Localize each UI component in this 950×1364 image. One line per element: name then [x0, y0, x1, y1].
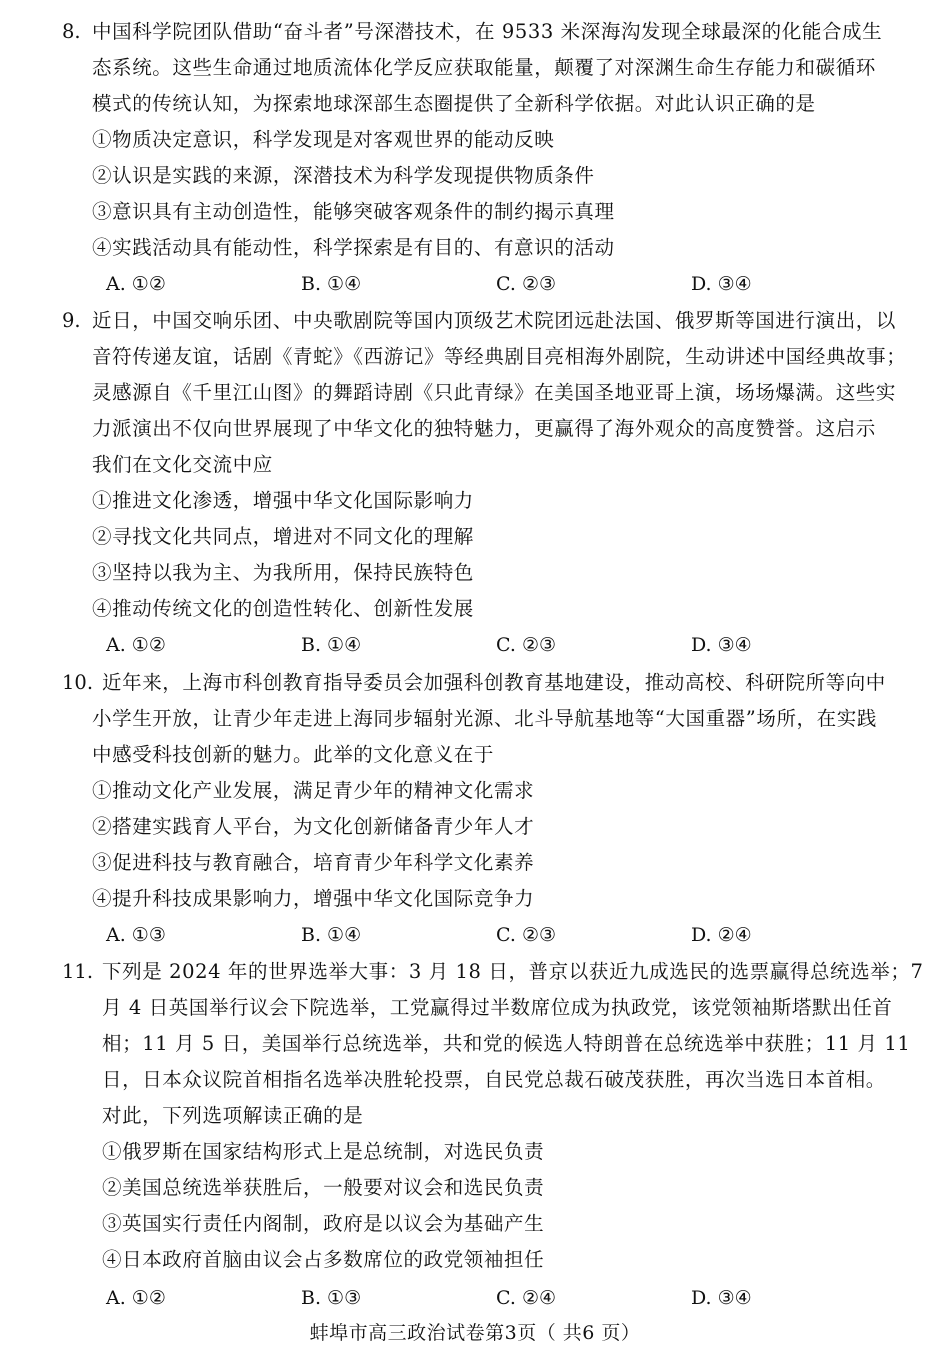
- question-stem-line: 中感受科技创新的魅力。此举的文化意义在于: [92, 743, 495, 766]
- question-stem-line: 音符传递友谊，话剧《青蛇》《西游记》等经典剧目亮相海外剧院，生动讲述中国经典故事；: [92, 345, 907, 368]
- option-d[interactable]: D. ③④: [691, 634, 752, 656]
- statement-2: ②搭建实践育人平台，为文化创新储备青少年人才: [92, 815, 535, 838]
- answer-options: [106, 633, 906, 657]
- question-stem-line: 日，日本众议院首相指名选举决胜轮投票，自民党总裁石破茂获胜，再次当选日本首相。: [102, 1068, 886, 1091]
- statement-3: ③坚持以我为主、为我所用，保持民族特色: [92, 561, 474, 584]
- question-stem-line: 下列是 2024 年的世界选举大事：3 月 18 日，普京以获近九成选民的选票赢得总统选举；7: [102, 960, 924, 983]
- option-c[interactable]: C. ②③: [496, 634, 557, 656]
- question-stem-line: 态系统。这些生命通过地质流体化学反应获取能量，颠覆了对深渊生命生存能力和碳循环: [92, 56, 876, 79]
- statement-2: ②美国总统选举获胜后，一般要对议会和选民负责: [102, 1176, 545, 1199]
- question-number: 11.: [62, 960, 94, 983]
- option-a[interactable]: A. ①②: [106, 634, 166, 656]
- question-number: 9.: [62, 309, 81, 332]
- option-a[interactable]: A. ①③: [106, 924, 166, 946]
- question-stem-line: 模式的传统认知，为探索地球深部生态圈提供了全新科学依据。对此认识正确的是: [92, 92, 816, 115]
- question-stem-line: 近年来，上海市科创教育指导委员会加强科创教育基地建设，推动高校、科研院所等向中: [102, 671, 886, 694]
- option-c[interactable]: C. ②③: [496, 924, 557, 946]
- statement-3: ③意识具有主动创造性，能够突破客观条件的制约揭示真理: [92, 200, 615, 223]
- question-stem-line: 相；11 月 5 日，美国举行总统选举，共和党的候选人特朗普在总统选举中获胜；11 月 11: [102, 1032, 911, 1055]
- option-a[interactable]: A. ①②: [106, 1287, 166, 1309]
- page-footer: 蚌埠市高三政治试卷第3页（ 共6 页）: [309, 1322, 641, 1344]
- question-stem-line: 力派演出不仅向世界展现了中华文化的独特魅力，更赢得了海外观众的高度赞誉。这启示: [92, 417, 876, 440]
- option-c[interactable]: C. ②③: [496, 273, 557, 295]
- statement-4: ④推动传统文化的创造性转化、创新性发展: [92, 597, 474, 620]
- option-d[interactable]: D. ③④: [691, 273, 752, 295]
- question-number: 10.: [62, 671, 94, 694]
- question-stem-line: 中国科学院团队借助“奋斗者”号深潜技术，在 9533 米深海沟发现全球最深的化能合成生: [92, 20, 883, 43]
- option-b[interactable]: B. ①④: [301, 634, 362, 656]
- question-stem-line: 近日，中国交响乐团、中央歌剧院等国内顶级艺术院团远赴法国、俄罗斯等国进行演出，以: [92, 309, 897, 332]
- answer-options: [106, 1286, 906, 1310]
- statement-1: ①推进文化渗透，增强中华文化国际影响力: [92, 489, 474, 512]
- statement-1: ①俄罗斯在国家结构形式上是总统制，对选民负责: [102, 1140, 545, 1163]
- answer-options: [106, 272, 906, 296]
- statement-4: ④提升科技成果影响力，增强中华文化国际竞争力: [92, 887, 535, 910]
- question-stem-line: 对此，下列选项解读正确的是: [102, 1104, 364, 1127]
- option-b[interactable]: B. ①④: [301, 273, 362, 295]
- statement-3: ③促进科技与教育融合，培育青少年科学文化素养: [92, 851, 535, 874]
- option-a[interactable]: A. ①②: [106, 273, 166, 295]
- statement-3: ③英国实行责任内阁制，政府是以议会为基础产生: [102, 1212, 545, 1235]
- statement-4: ④日本政府首脑由议会占多数席位的政党领袖担任: [102, 1248, 545, 1271]
- statement-1: ①物质决定意识，科学发现是对客观世界的能动反映: [92, 128, 555, 151]
- statement-2: ②认识是实践的来源，深潜技术为科学发现提供物质条件: [92, 164, 595, 187]
- question-stem-line: 月 4 日英国举行议会下院选举，工党赢得过半数席位成为执政党，该党领袖斯塔默出任首: [102, 996, 893, 1019]
- question-stem-line: 小学生开放，让青少年走进上海同步辐射光源、北斗导航基地等“大国重器”场所，在实践: [92, 707, 877, 730]
- option-d[interactable]: D. ③④: [691, 1287, 752, 1309]
- question-stem-line: 我们在文化交流中应: [92, 453, 273, 476]
- option-d[interactable]: D. ②④: [691, 924, 752, 946]
- question-number: 8.: [62, 20, 81, 43]
- option-b[interactable]: B. ①③: [301, 1287, 362, 1309]
- statement-4: ④实践活动具有能动性，科学探索是有目的、有意识的活动: [92, 236, 615, 259]
- option-c[interactable]: C. ②④: [496, 1287, 557, 1309]
- statement-1: ①推动文化产业发展，满足青少年的精神文化需求: [92, 779, 535, 802]
- statement-2: ②寻找文化共同点，增进对不同文化的理解: [92, 525, 474, 548]
- option-b[interactable]: B. ①④: [301, 924, 362, 946]
- answer-options: [106, 923, 906, 947]
- question-stem-line: 灵感源自《千里江山图》的舞蹈诗剧《只此青绿》在美国圣地亚哥上演，场场爆满。这些实: [92, 381, 897, 404]
